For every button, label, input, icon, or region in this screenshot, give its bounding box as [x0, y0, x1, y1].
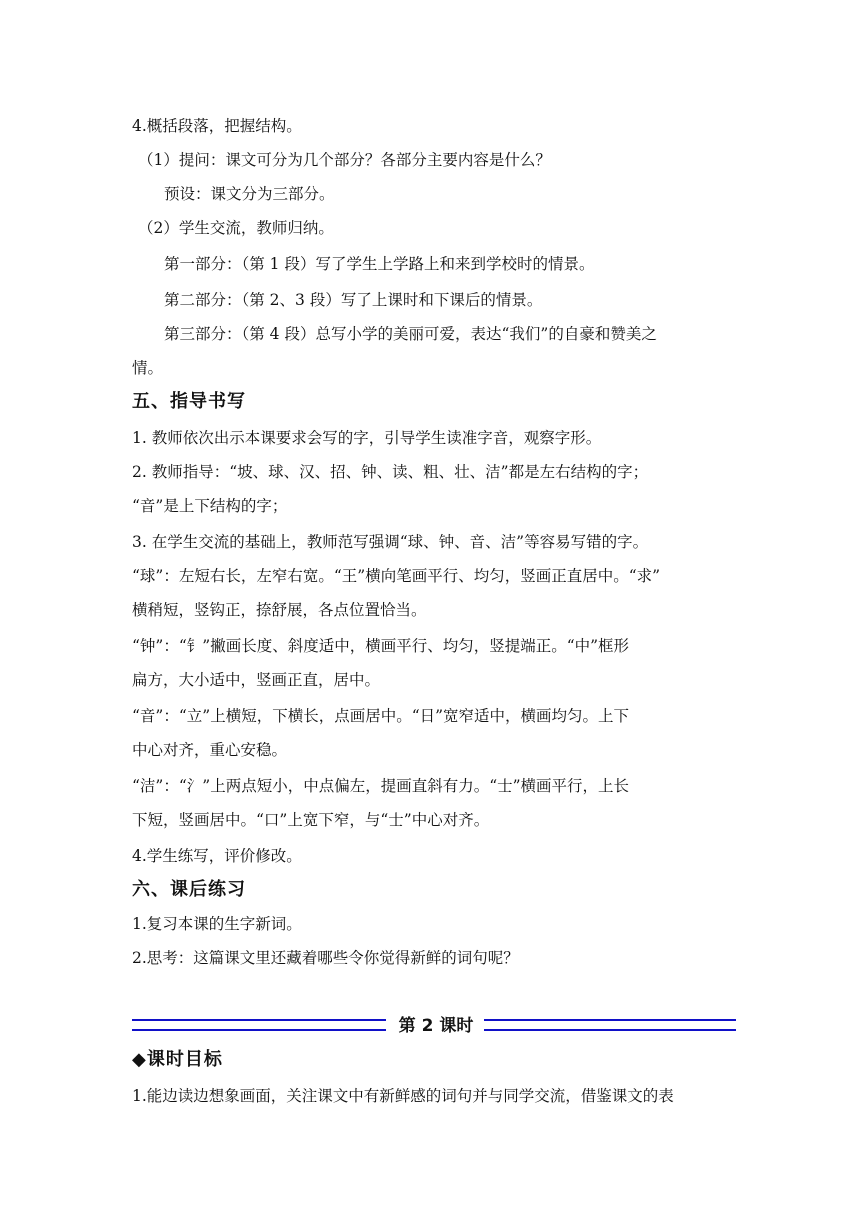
char-yin-guide: “音”：“立”上横短，下横长，点画居中。“日”宽窄适中，横画均匀。上下 [132, 707, 630, 725]
divider-rule-right-bottom [484, 1029, 736, 1031]
question-2: （2）学生交流，教师归纳。 [138, 219, 334, 237]
char-zhong-guide-cont: 扁方，大小适中，竖画正直，居中。 [132, 671, 381, 689]
goal-1: 1.能边读边想象画面，关注课文中有新鲜感的词句并与同学交流，借鉴课文的表 [132, 1087, 674, 1105]
s6-item-1: 1.复习本课的生字新词。 [132, 915, 302, 933]
char-qiu-guide-cont: 横稍短，竖钩正，捺舒展，各点位置恰当。 [132, 601, 427, 619]
divider-rule-left-bottom [132, 1029, 386, 1031]
s5-item-1: 1. 教师依次出示本课要求会写的字，引导学生读准字音，观察字形。 [132, 429, 602, 447]
question-1: （1）提问：课文可分为几个部分？各部分主要内容是什么？ [138, 151, 551, 169]
char-zhong-guide: “钟”：“钅”撇画长度、斜度适中，横画平行、均匀，竖提端正。“中”框形 [132, 637, 630, 655]
s5-item-2: 2. 教师指导：“坡、球、汉、招、钟、读、粗、壮、洁”都是左右结构的字； [132, 463, 649, 481]
part-2-summary: 第二部分：（第 2、3 段）写了上课时和下课后的情景。 [164, 291, 543, 309]
s5-item-2-cont: “音”是上下结构的字； [132, 497, 288, 515]
section-5-heading: 五、指导书写 [132, 391, 246, 412]
part-1-summary: 第一部分：（第 1 段）写了学生上学路上和来到学校时的情景。 [164, 255, 595, 273]
divider-rule-right-top [484, 1019, 736, 1021]
step-4-title: 4.概括段落，把握结构。 [132, 117, 302, 135]
char-jie-guide-cont: 下短，竖画居中。“口”上宽下窄，与“士”中心对齐。 [132, 811, 490, 829]
s6-item-2: 2.思考：这篇课文里还藏着哪些令你觉得新鲜的词句呢？ [132, 949, 519, 967]
s5-item-3: 3. 在学生交流的基础上，教师范写强调“球、钟、音、洁”等容易写错的字。 [132, 533, 649, 551]
lesson-divider [132, 1016, 736, 1038]
char-jie-guide: “洁”：“氵”上两点短小，中点偏左，提画直斜有力。“士”横画平行，上长 [132, 777, 630, 795]
lesson-goals-heading: ◆课时目标 [132, 1049, 223, 1070]
lesson-2-title: 第 2 课时 [398, 1016, 474, 1036]
divider-rule-left-top [132, 1019, 386, 1021]
s5-item-4: 4.学生练写，评价修改。 [132, 847, 302, 865]
question-1-answer: 预设：课文分为三部分。 [164, 185, 335, 203]
section-6-heading: 六、课后练习 [132, 879, 246, 900]
part-3-summary: 第三部分：（第 4 段）总写小学的美丽可爱，表达“我们”的自豪和赞美之 [164, 325, 657, 343]
char-yin-guide-cont: 中心对齐，重心安稳。 [132, 741, 288, 759]
part-3-summary-cont: 情。 [132, 359, 164, 377]
char-qiu-guide: “球”：左短右长，左窄右宽。“王”横向笔画平行、均匀，竖画正直居中。“求” [132, 567, 661, 585]
